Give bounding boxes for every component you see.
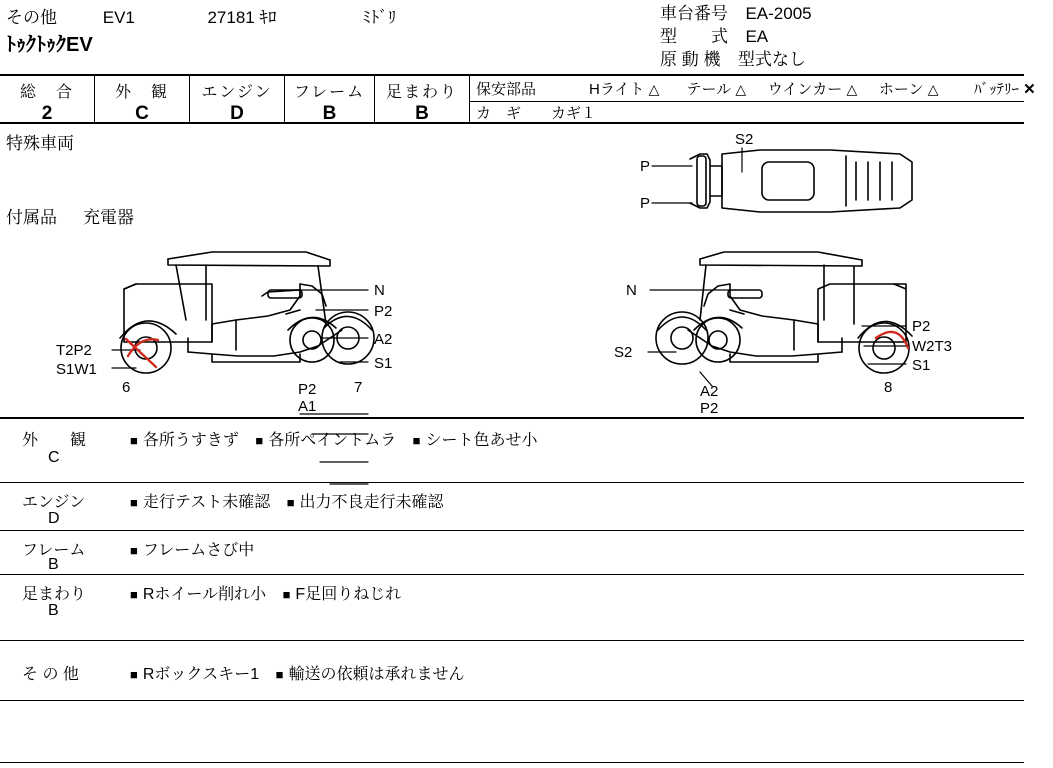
grade-label-suspension: 足まわり xyxy=(385,84,458,101)
label-right-n: N xyxy=(626,282,637,299)
right-view-leaders xyxy=(648,290,906,386)
header xyxy=(0,0,1024,74)
model-code: EV1 xyxy=(102,8,135,27)
label-left-p2-upper: P2 xyxy=(374,303,393,320)
label-top-s2: S2 xyxy=(735,131,754,148)
label-right-p2: P2 xyxy=(912,318,931,335)
label-top-p-upper: P xyxy=(640,158,651,175)
vehicle-damage-diagram xyxy=(0,124,1024,419)
equipment-horn-mark: △ xyxy=(927,81,939,97)
model-name: ﾄｩｸﾄｩｸEV xyxy=(6,34,93,56)
detail-grade-suspension: B xyxy=(48,602,59,619)
equipment-headlight-name: Hライト xyxy=(589,81,645,98)
special-vehicle-label: 特殊車両 xyxy=(6,134,74,153)
equipment-headlight xyxy=(580,78,668,99)
equipment-taillight-mark: △ xyxy=(735,81,747,97)
type-label: 型 式 xyxy=(660,27,728,46)
equipment-horn xyxy=(865,78,953,99)
detail-item: ■ Rボックスキー1 xyxy=(130,666,260,683)
equipment-battery-mark: ✕ xyxy=(1023,81,1036,98)
detail-items-suspension xyxy=(130,581,413,604)
detail-item: ■ 走行テスト未確認 xyxy=(130,494,271,511)
key-row xyxy=(470,101,1024,125)
detail-items-engine xyxy=(130,489,456,512)
detail-grade-frame: B xyxy=(48,556,59,573)
detail-row-exterior xyxy=(0,419,1024,483)
chassis-row xyxy=(660,2,812,25)
chassis-value: EA-2005 xyxy=(745,4,812,23)
type-row xyxy=(660,25,812,48)
label-right-a2: A2 xyxy=(700,383,719,400)
detail-items-exterior xyxy=(130,427,550,450)
grade-cell-frame xyxy=(285,76,375,124)
detail-items-frame xyxy=(130,537,266,560)
detail-item: ■ 各所ペイントムラ xyxy=(255,432,397,449)
detail-grade-engine: D xyxy=(48,510,60,527)
engine-row xyxy=(660,48,812,71)
detail-items-other xyxy=(130,661,476,684)
left-rear-wheel-damage-mark xyxy=(126,339,158,367)
detail-item: ■ フレームさび中 xyxy=(130,542,255,559)
label-right-num8: 8 xyxy=(884,379,893,396)
label-left-s1w1: S1W1 xyxy=(56,361,97,378)
detail-item: ■ 出力不良走行未確認 xyxy=(286,494,444,511)
detail-grade-exterior: C xyxy=(48,449,60,466)
detail-category-frame: フレーム xyxy=(22,542,86,559)
equipment-label: 保安部品 xyxy=(476,81,537,98)
grade-cell-suspension xyxy=(375,76,470,124)
grade-label-exterior: 外 観 xyxy=(114,84,169,101)
accessory-label: 付属品 xyxy=(6,208,57,227)
header-top-row xyxy=(6,3,396,28)
grade-value-total: 2 xyxy=(41,103,53,124)
engine-label: 原 動 機 xyxy=(660,50,721,69)
grade-label-engine: エンジン xyxy=(201,84,273,101)
detail-item: ■ 各所うすきず xyxy=(130,432,239,449)
mileage-value: 27181 ｷﾛ xyxy=(207,8,277,27)
header-right-block xyxy=(660,2,812,71)
equipment-taillight xyxy=(672,78,760,99)
equipment-row xyxy=(470,78,1036,101)
other-label: その他 xyxy=(6,8,57,27)
label-left-a2: A2 xyxy=(374,331,393,348)
grade-label-frame: フレーム xyxy=(293,84,366,101)
detail-row-frame xyxy=(0,531,1024,575)
detail-row-other xyxy=(0,641,1024,701)
grade-cell-exterior xyxy=(95,76,190,124)
label-left-num6: 6 xyxy=(122,379,131,396)
label-right-s1: S1 xyxy=(912,357,931,374)
label-right-w2t3: W2T3 xyxy=(912,338,953,355)
detail-item: ■ 輸送の依頼は承れません xyxy=(275,666,465,683)
equipment-winker-mark: △ xyxy=(846,81,858,97)
key-text: カ ギ カギ１ xyxy=(476,105,597,122)
label-right-s2: S2 xyxy=(614,344,633,361)
detail-row-engine xyxy=(0,483,1024,531)
engine-value: 型式なし xyxy=(737,50,806,69)
equipment-block xyxy=(470,76,1036,124)
grade-value-exterior: C xyxy=(135,103,149,124)
right-side-view-drawing xyxy=(656,252,912,373)
top-view-drawing xyxy=(652,148,912,212)
grade-cell-total xyxy=(0,76,95,124)
equipment-horn-name: ホーン xyxy=(878,81,924,98)
detail-category-exterior: 外 観 xyxy=(22,432,87,449)
detail-category-other: そ の 他 xyxy=(22,666,79,683)
detail-category-engine: エンジン xyxy=(22,494,86,511)
grade-cell-engine xyxy=(190,76,285,124)
label-right-p2-lower: P2 xyxy=(700,400,719,417)
detail-item: ■ F足回りねじれ xyxy=(282,586,402,603)
detail-item: ■ シート色あせ小 xyxy=(412,432,538,449)
label-top-p-lower: P xyxy=(640,195,651,212)
color-value: ﾐﾄﾞﾘ xyxy=(362,8,397,27)
grade-value-engine: D xyxy=(230,103,244,124)
diagram-area xyxy=(0,124,1024,419)
grade-value-frame: B xyxy=(322,103,337,124)
label-left-num7: 7 xyxy=(354,379,363,396)
grade-value-suspension: B xyxy=(415,103,429,124)
equipment-headlight-mark: △ xyxy=(648,81,660,97)
equipment-taillight-name: テール xyxy=(686,81,732,98)
label-left-t2p2: T2P2 xyxy=(56,342,92,359)
equipment-battery xyxy=(957,78,1053,99)
detail-category-suspension: 足まわり xyxy=(22,586,87,603)
label-left-n: N xyxy=(374,282,385,299)
detail-row-suspension xyxy=(0,575,1024,641)
grade-table xyxy=(0,74,1036,124)
label-left-s1: S1 xyxy=(374,355,393,372)
equipment-battery-name: ﾊﾞｯﾃﾘｰ xyxy=(973,81,1019,98)
type-value: EA xyxy=(745,27,769,46)
label-left-a1: A1 xyxy=(298,398,317,415)
label-left-p2-lower: P2 xyxy=(298,381,317,398)
equipment-winker xyxy=(765,78,861,99)
equipment-winker-name: ウインカー xyxy=(767,81,843,98)
chassis-label: 車台番号 xyxy=(660,4,728,23)
accessory-value: 充電器 xyxy=(83,208,134,227)
grade-label-total: 総 合 xyxy=(19,84,74,101)
detail-item: ■ Rホイール削れ小 xyxy=(130,586,267,603)
detail-row-blank xyxy=(0,701,1024,763)
condition-detail-table xyxy=(0,419,1024,768)
